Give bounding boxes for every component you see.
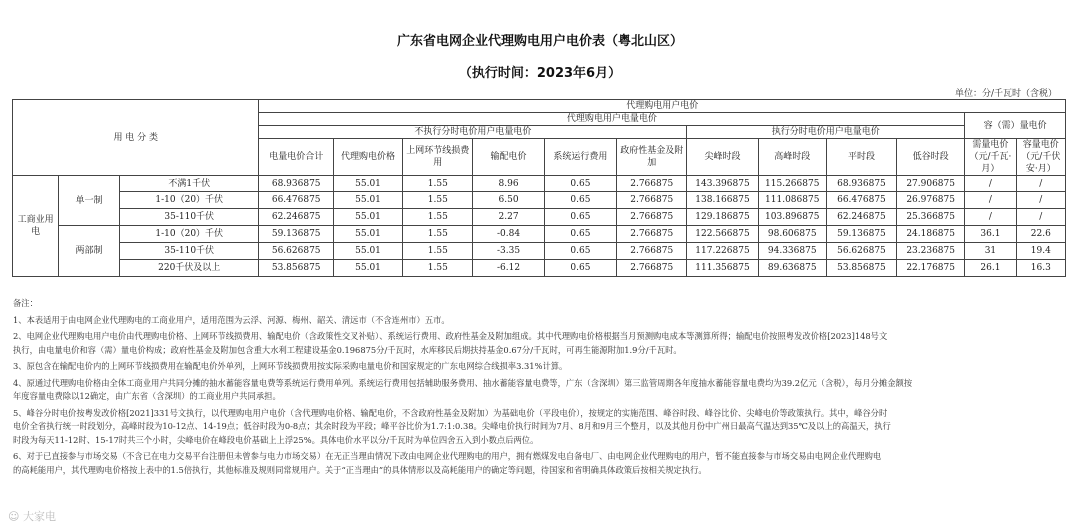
table-row [13, 226, 1066, 243]
cell-valley: 24.186875 [897, 226, 965, 243]
cell-tip: 111.356875 [687, 260, 758, 277]
cell-total: 66.476875 [259, 192, 333, 209]
voltage-level: 1-10（20）千伏 [119, 192, 259, 209]
cell-total: 53.856875 [259, 260, 333, 277]
cell-agency: 55.01 [333, 243, 402, 260]
cell-tip: 138.166875 [687, 192, 758, 209]
cell-peak: 115.266875 [758, 176, 826, 192]
col-loss: 上网环节线损费用 [403, 139, 473, 176]
cell-loss: 1.55 [403, 192, 473, 209]
cell-fund: 2.766875 [617, 192, 687, 209]
cell-demand: 26.1 [965, 260, 1016, 277]
note-1: 1、本表适用于由电网企业代理购电的工商业用户，适用范围为云浮、河源、梅州、韶关、清远市（不含连州市）五市。 [13, 314, 450, 325]
cell-fund: 2.766875 [617, 243, 687, 260]
voltage-level: 35-110千伏 [119, 209, 259, 226]
cell-trans: -3.35 [473, 243, 544, 260]
subgroup-single: 单一制 [59, 176, 120, 226]
cell-fund: 2.766875 [617, 209, 687, 226]
col-agency: 代理购电价格 [333, 139, 402, 176]
cell-agency: 55.01 [333, 176, 402, 192]
note-5a: 5、峰谷分时电价按粤发改价格[2021]331号文执行，以代理购电用户电价（含代理购电价格、输配电价，不含政府性基金及附加）为基础电价（平段电价），按规定的实施范围、峰谷时段、峰谷比价、尖峰电价等政策执行。其中，峰谷分时 [13, 407, 888, 418]
group-label: 工商业用电 [13, 176, 59, 277]
notes-heading: 备注： [13, 298, 38, 308]
cell-demand: 36.1 [965, 226, 1016, 243]
cell-loss: 1.55 [403, 260, 473, 277]
cell-cap: / [1016, 209, 1065, 226]
table-row [13, 209, 1066, 226]
cell-fund: 2.766875 [617, 260, 687, 277]
cell-loss: 1.55 [403, 176, 473, 192]
note-4b: 年度容量电费除以12确定，由广东省（含深圳）的工商业用户共同承担。 [13, 391, 281, 401]
cell-flat: 59.136875 [826, 226, 896, 243]
col-total: 电量电价合计 [259, 139, 333, 176]
note-6a: 6、对于已直接参与市场交易（不含已在电力交易平台注册但未曾参与电力市场交易）在无正当理由情况下改由电网企业代理购电的用户，拥有燃煤发电自备电厂、由电网企业代理购电的用户，暂不能直接参与市场交易由电网企业代理购电 [13, 451, 882, 461]
voltage-level: 不满1千伏 [119, 176, 259, 192]
cell-fund: 2.766875 [617, 226, 687, 243]
col-flat: 平时段 [826, 139, 896, 176]
cell-loss: 1.55 [403, 209, 473, 226]
voltage-level: 35-110千伏 [119, 243, 259, 260]
cell-sys: 0.65 [544, 176, 616, 192]
cell-cap: 19.4 [1016, 243, 1065, 260]
note-6b: 的高耗能用户，其代理购电价格按上表中的1.5倍执行，其他标准及规则同常规用户。关于“正当理由”的具体情形以及高耗能用户的确定等问题，待国家和省明确具体政策后按相关规定执行。 [13, 464, 707, 475]
cell-agency: 55.01 [333, 226, 402, 243]
cell-peak: 111.086875 [758, 192, 826, 209]
note-5b: 电价全省执行统一时段划分，高峰时段为10-12点、14-19点；低谷时段为0-8点；其余时段为平段；峰平谷比价为1.7:1:0.38。尖峰电价执行时间为7月、8月和9月三个整月，以及其他月份中广州日最高气温达到35℃及以上的高温天，执行 [13, 421, 891, 431]
cell-trans: 6.50 [473, 192, 544, 209]
tou-header: 执行分时电价用户电量电价 [687, 126, 965, 139]
col-peak-tip: 尖峰时段 [687, 139, 758, 176]
cell-cap: / [1016, 192, 1065, 209]
energy-price-header: 代理购电用户电量电价 [259, 113, 965, 126]
note-2b: 执行，由电量电价和容（需）量电价构成；政府性基金及附加包含重大水利工程建设基金0.196875分/千瓦时，水库移民后期扶持基金0.67分/千瓦时，可再生能源附加1.9分/千瓦时。 [13, 344, 682, 355]
cell-loss: 1.55 [403, 226, 473, 243]
cell-sys: 0.65 [544, 209, 616, 226]
cell-agency: 55.01 [333, 192, 402, 209]
cell-flat: 62.246875 [826, 209, 896, 226]
cell-flat: 66.476875 [826, 192, 896, 209]
cell-demand: 31 [965, 243, 1016, 260]
cell-tip: 143.396875 [687, 176, 758, 192]
unit-label: 单位：分/千瓦时（含税） [954, 89, 1057, 99]
tariff-table [12, 99, 1066, 277]
cell-tip: 129.186875 [687, 209, 758, 226]
cell-valley: 25.366875 [897, 209, 965, 226]
table-row [13, 192, 1066, 209]
notes-section [13, 297, 1063, 477]
cell-sys: 0.65 [544, 192, 616, 209]
cell-total: 68.936875 [259, 176, 333, 192]
cell-total: 62.246875 [259, 209, 333, 226]
table-row [13, 260, 1066, 277]
col-valley: 低谷时段 [897, 139, 965, 176]
note-5c: 时段为每天11-12时、15-17时共三个小时，尖峰电价在峰段电价基础上上浮25%。具体电价水平以分/千瓦时为单位四舍五入到小数点后两位。 [13, 434, 539, 445]
cell-agency: 55.01 [333, 260, 402, 277]
cell-sys: 0.65 [544, 226, 616, 243]
cell-flat: 68.936875 [826, 176, 896, 192]
col-sys: 系统运行费用 [544, 139, 616, 176]
cell-demand: / [965, 209, 1016, 226]
cell-trans: 2.27 [473, 209, 544, 226]
cell-trans: -0.84 [473, 226, 544, 243]
note-4a: 4、原通过代理购电价格由全体工商业用户共同分摊的抽水蓄能容量电费等系统运行费用单列。系统运行费用包括辅助服务费用、抽水蓄能容量电费等，广东（含深圳）第三监管周期各年度抽水蓄能容量电费均为39.2亿元（含税），每月分摊金额按 [13, 377, 913, 388]
cell-fund: 2.766875 [617, 176, 687, 192]
cell-valley: 27.906875 [897, 176, 965, 192]
cell-loss: 1.55 [403, 243, 473, 260]
cell-peak: 94.336875 [758, 243, 826, 260]
cell-cap: 16.3 [1016, 260, 1065, 277]
watermark: ☺ 大家电 [8, 510, 56, 523]
cell-valley: 22.176875 [897, 260, 965, 277]
subgroup-two: 两部制 [59, 226, 120, 277]
cell-total: 56.626875 [259, 243, 333, 260]
cell-tip: 117.226875 [687, 243, 758, 260]
cell-flat: 56.626875 [826, 243, 896, 260]
col-demand: 需量电价（元/千瓦·月） [965, 139, 1016, 176]
col-cap: 容量电价（元/千伏安·月） [1016, 139, 1065, 176]
cell-valley: 23.236875 [897, 243, 965, 260]
header-row-1 [13, 100, 1066, 113]
cell-cap: 22.6 [1016, 226, 1065, 243]
col-peak: 高峰时段 [758, 139, 826, 176]
page-title: 广东省电网企业代理购电用户电价表（粤北山区） [396, 34, 683, 49]
cell-valley: 26.976875 [897, 192, 965, 209]
cell-flat: 53.856875 [826, 260, 896, 277]
agency-price-header: 代理购电用户电价 [259, 100, 1066, 113]
cell-peak: 103.896875 [758, 209, 826, 226]
capacity-header: 容（需）量电价 [965, 113, 1066, 139]
cell-sys: 0.65 [544, 243, 616, 260]
cell-peak: 98.606875 [758, 226, 826, 243]
no-tou-header: 不执行分时电价用户电量电价 [259, 126, 687, 139]
cell-peak: 89.636875 [758, 260, 826, 277]
note-3: 3、原包含在输配电价内的上网环节线损费用在输配电价外单列，上网环节线损费用按实际采购电量电价和国家规定的广东电网综合线损率3.31%计算。 [13, 361, 568, 371]
col-trans: 输配电价 [473, 139, 544, 176]
voltage-level: 220千伏及以上 [119, 260, 259, 277]
cell-cap: / [1016, 176, 1065, 192]
voltage-level: 1-10（20）千伏 [119, 226, 259, 243]
cell-demand: / [965, 176, 1016, 192]
table-row [13, 243, 1066, 260]
col-fund: 政府性基金及附加 [617, 139, 687, 176]
note-2a: 2、电网企业代理购电用户电价由代理购电价格、上网环节线损费用、输配电价（含政策性交叉补贴）、系统运行费用、政府性基金及附加组成。其中代理购电价格根据当月预测购电成本等测算所得；输配电价按照粤发改价格[2023]148号文 [13, 331, 888, 341]
category-header: 用 电 分 类 [13, 100, 259, 176]
page-subtitle: （执行时间：2023年6月） [458, 66, 622, 81]
cell-agency: 55.01 [333, 209, 402, 226]
cell-demand: / [965, 192, 1016, 209]
cell-tip: 122.566875 [687, 226, 758, 243]
cell-total: 59.136875 [259, 226, 333, 243]
cell-trans: 8.96 [473, 176, 544, 192]
cell-sys: 0.65 [544, 260, 616, 277]
cell-trans: -6.12 [473, 260, 544, 277]
table-row [13, 176, 1066, 192]
